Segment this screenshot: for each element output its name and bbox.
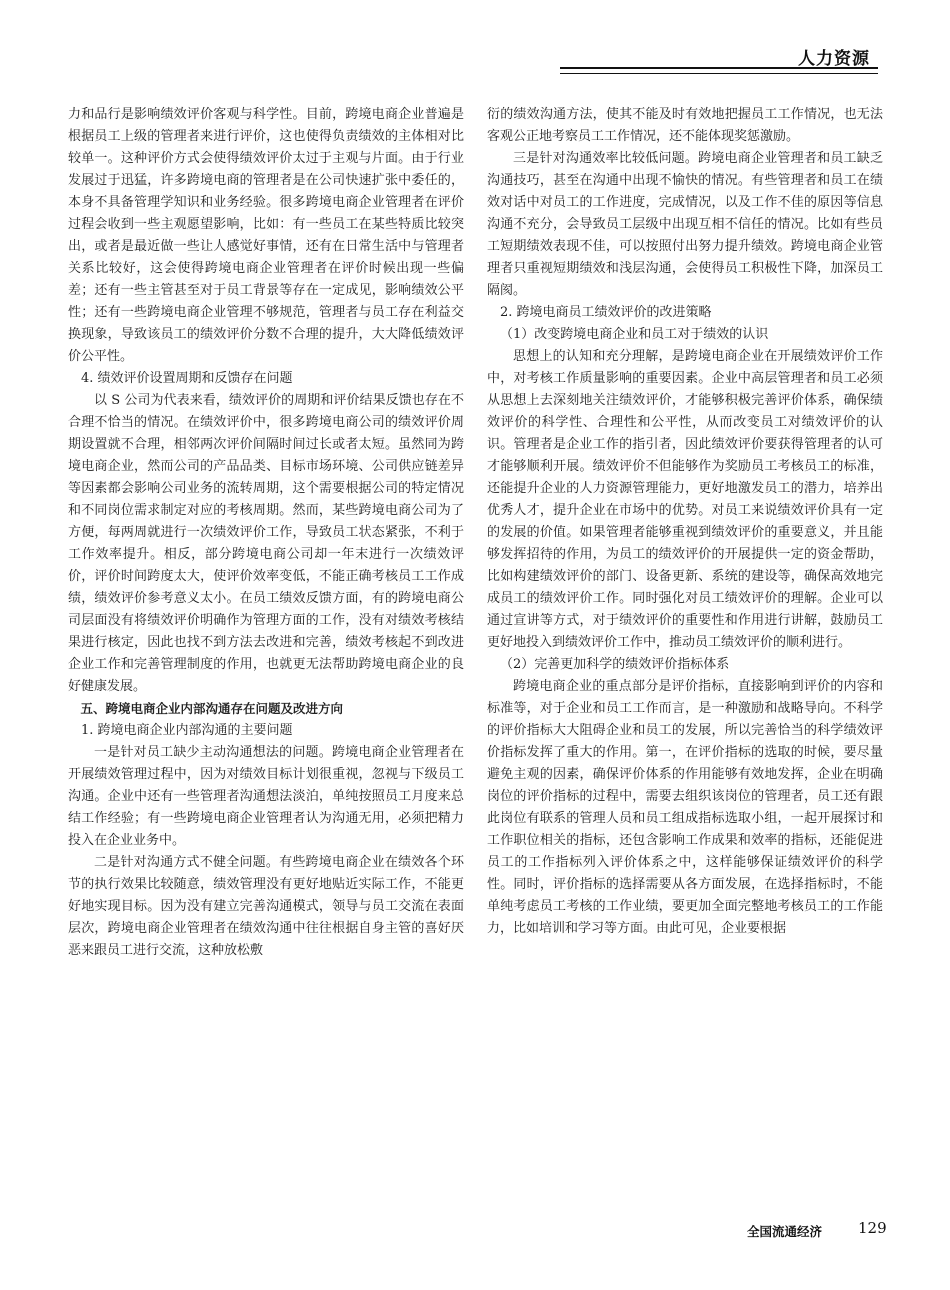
subheading: （2）完善更加科学的绩效评价指标体系 (500, 657, 730, 672)
journal-name: 全国流通经济 (747, 1224, 823, 1239)
paragraph: 二是针对沟通方式不健全问题。有些跨境电商企业在绩效各个环节的执行效果比较随意，绩效管理没有更好地贴近实际工作，不能更好地实现目标。因为没有建立完善沟通模式，领导与员工交流在表面层次，跨境电商企业管理者在绩效沟通中往往根据自身主管的喜好厌恶来跟员工进行交流，这种放松敷 (68, 855, 464, 958)
subheading: （1）改变跨境电商企业和员工对于绩效的认识 (500, 327, 769, 342)
left-text-column (68, 104, 464, 962)
paragraph: 思想上的认知和充分理解，是跨境电商企业在开展绩效评价工作中，对考核工作质量影响的重要因素。企业中高层管理者和员工必须从思想上去深刻地关注绩效评价，才能够积极完善评价体系，确保绩效评价的科学性、合理性和公平性，从而改变员工对绩效评价的认识。管理者是企业工作的指引者，因此绩效评价要获得管理者的认可才能够顺利开展。绩效评价不但能够作为奖励员工考核员工的标准，还能提升企业的人力资源管理能力，更好地激发员工的潜力，培养出优秀人才，提升企业在市场中的优势。对员工来说绩效评价具有一定的发展的价值。如果管理者能够重视到绩效评价的重要意义，并且能够发挥招待的作用，为员工的绩效评价的开展提供一定的资金帮助，比如构建绩效评价的部门、设备更新、系统的建设等，确保高效地完成员工的绩效评价工作。同时强化对员工绩效评价的理解。企业可以通过宣讲等方式，对于绩效评价的重要性和作用进行讲解，鼓励员工更好地投入到绩效评价工作中，推动员工绩效评价的顺利进行。 (487, 349, 883, 650)
paragraph: 一是针对员工缺少主动沟通想法的问题。跨境电商企业管理者在开展绩效管理过程中，因为对绩效目标计划很重视，忽视与下级员工沟通。企业中还有一些管理者沟通想法淡泊，单纯按照员工月度来总结工作经验；有一些跨境电商企业管理者认为沟通无用，必须把精力投入在企业业务中。 (68, 745, 464, 848)
right-text-column (487, 104, 883, 940)
paragraph-continued: 力和品行是影响绩效评价客观与科学性。目前，跨境电商企业普遍是根据员工上级的管理者来进行评价，这也使得负责绩效的主体相对比较单一。这种评价方式会使得绩效评价太过于主观与片面。由于行业发展过于迅猛，许多跨境电商的管理者是在公司快速扩张中委任的，本身不具备管理学知识和业务经验。很多跨境电商企业管理者在评价过程会收到一些主观愿望影响，比如：有一些员工在某些特质比较突出，或者是最近做一些让人感觉好事情，还有在日常生活中与管理者关系比较好，这会使得跨境电商企业管理者在评价时候出现一些偏差；还有一些主管甚至对于员工背景等存在一定成见，影响绩效公平性；还有一些跨境电商企业管理不够规范，管理者与员工存在利益交换现象，导致该员工的绩效评价分数不合理的提升，大大降低绩效评价公平性。 (68, 107, 464, 364)
subheading: 4. 绩效评价设置周期和反馈存在问题 (81, 371, 293, 386)
section-heading: 五、跨境电商企业内部沟通存在问题及改进方向 (80, 701, 344, 716)
page-number: 129 (858, 1219, 887, 1237)
subheading: 2. 跨境电商员工绩效评价的改进策略 (500, 305, 712, 320)
section-header-title: 人力资源 (798, 49, 870, 69)
subheading: 1. 跨境电商企业内部沟通的主要问题 (81, 723, 293, 738)
paragraph: 三是针对沟通效率比较低问题。跨境电商企业管理者和员工缺乏沟通技巧，甚至在沟通中出现不愉快的情况。有些管理者和员工在绩效对话中对员工的工作进度，完成情况，以及工作不佳的原因等信息沟通不充分，会导致员工层级中出现互相不信任的情况。比如有些员工短期绩效表现不佳，可以按照付出努力提升绩效。跨境电商企业管理者只重视短期绩效和浅层沟通，会使得员工积极性下降，加深员工隔阂。 (487, 151, 883, 298)
paragraph: 以 S 公司为代表来看，绩效评价的周期和评价结果反馈也存在不合理不恰当的情况。在绩效评价中，很多跨境电商公司的绩效评价周期设置就不合理，相邻两次评价间隔时间过长或者太短。虽然同为跨境电商企业，然而公司的产品品类、目标市场环境、公司供应链差异等因素都会影响公司业务的流转周期，这个需要根据公司的特定情况和不同岗位需求制定对应的考核周期。然而，某些跨境电商公司为了方便，每两周就进行一次绩效评价工作，导致员工状态紧张，不利于工作效率提升。相反，部分跨境电商公司却一年末进行一次绩效评价，评价时间跨度太大，使评价效率变低，不能正确考核员工工作成绩，绩效评价参考意义太小。在员工绩效反馈方面，有的跨境电商公司层面没有将绩效评价明确作为管理方面的工作，没有对绩效考核结果进行核定，因此也找不到方法去改进和完善，绩效考核起不到改进企业工作和完善管理制度的作用，也就更无法帮助跨境电商企业的良好健康发展。 (68, 393, 464, 694)
header-rule (560, 67, 878, 74)
paragraph-continued: 衍的绩效沟通方法，使其不能及时有效地把握员工工作情况，也无法客观公正地考察员工工作情况，还不能体现奖惩激励。 (487, 107, 883, 144)
paragraph: 跨境电商企业的重点部分是评价指标，直接影响到评价的内容和标准等，对于企业和员工工作而言，是一种激励和战略导向。不科学的评价指标大大阻碍企业和员工的发展，所以完善恰当的科学绩效评价指标发挥了重大的作用。第一，在评价指标的选取的时候，要尽量避免主观的因素，确保评价体系的作用能够有效地发挥，企业在明确岗位的评价指标的过程中，需要去组织该岗位的管理者，员工还有跟此岗位有联系的管理人员和员工组成指标选取小组，一起开展探讨和工作职位相关的指标，还包含影响工作成果和效率的指标，还能促进员工的工作指标列入评价体系之中，这样能够保证绩效评价的科学性。同时，评价指标的选择需要从各方面发展，在选择指标时，不能单纯考虑员工考核的工作业绩，要更加全面完整地考核员工的工作能力，比如培训和学习等方面。由此可见，企业要根据 (487, 679, 883, 936)
